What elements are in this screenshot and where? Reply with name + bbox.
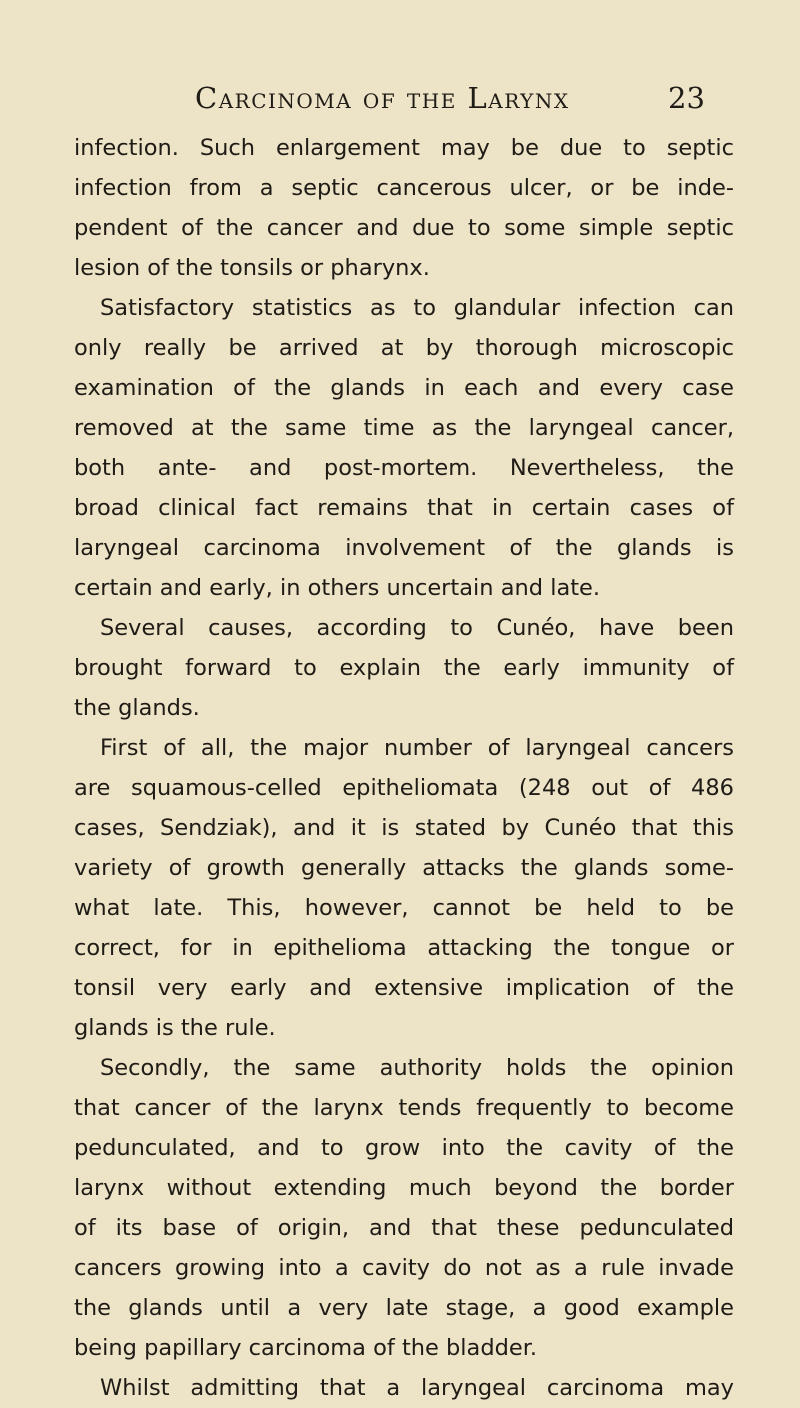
text-line: cases, Sendziak), and it is stated by Cunéo that this [74,815,734,841]
text-line: correct, for in epithelioma attacking the tongue or [74,935,734,961]
text-line: the glands. [74,695,200,721]
text-line: Several causes, according to Cunéo, have been [100,615,734,641]
text-line: infection. Such enlargement may be due to septic [74,135,734,161]
text-line: brought forward to explain the early immunity of [74,655,734,681]
text-line: lesion of the tonsils or pharynx. [74,255,430,281]
text-line: glands is the rule. [74,1015,276,1041]
text-line: broad clinical fact remains that in certain cases of [74,495,734,521]
text-line: cancers growing into a cavity do not as a rule invade [74,1255,734,1281]
text-line: infection from a septic cancerous ulcer, or be inde- [74,175,734,201]
page-number: 23 [668,81,705,115]
body-text [74,128,734,1408]
running-head-title: Carcinoma of the Larynx [195,81,570,115]
text-line: the glands until a very late stage, a good example [74,1295,734,1321]
text-line: tonsil very early and extensive implication of the [74,975,734,1001]
text-line: Satisfactory statistics as to glandular infection can [100,295,734,321]
text-line: examination of the glands in each and every case [74,375,734,401]
text-line: are squamous-celled epitheliomata (248 out of 486 [74,775,734,801]
text-line: variety of growth generally attacks the glands some- [74,855,734,881]
text-line: Secondly, the same authority holds the opinion [100,1055,734,1081]
text-line: certain and early, in others uncertain and late. [74,575,601,601]
text-line: that cancer of the larynx tends frequently to become [74,1095,734,1121]
text-line: both ante- and post-mortem. Nevertheless, the [74,455,734,481]
text-line: larynx without extending much beyond the border [74,1175,734,1201]
text-line: First of all, the major number of laryngeal cancers [100,735,734,761]
text-line: laryngeal carcinoma involvement of the glands is [74,535,734,561]
text-line: pedunculated, and to grow into the cavity of the [74,1135,734,1161]
text-line: of its base of origin, and that these pedunculated [74,1215,734,1241]
text-line: pendent of the cancer and due to some simple septic [74,215,734,241]
text-line: what late. This, however, cannot be held to be [74,895,734,921]
text-line: being papillary carcinoma of the bladder. [74,1335,538,1361]
text-line: Whilst admitting that a laryngeal carcinoma may [100,1375,734,1401]
text-line: removed at the same time as the laryngeal cancer, [74,415,734,441]
text-line: only really be arrived at by thorough microscopic [74,335,734,361]
